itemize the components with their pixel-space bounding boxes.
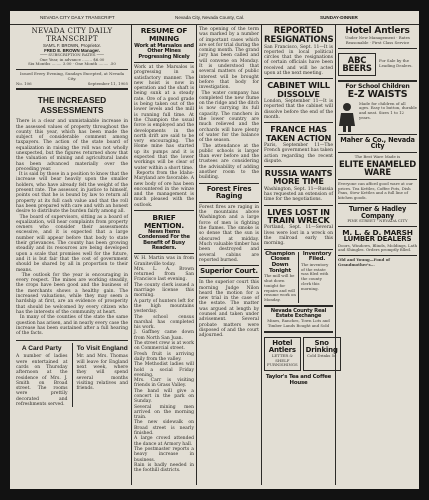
manager: FRED E. BROWN Manager. xyxy=(44,48,100,53)
masthead: NEVADA CITY DAILY TRANSCRIPT xyxy=(31,27,113,43)
ad-marsh: M. L. & D. MARSH xyxy=(342,227,413,237)
ad-ez-waists: E-Z WAISTS xyxy=(347,89,408,101)
column-4: REPORTED RESIGNATIONS San Francisco, Sept. 11—It is reported in local political circles that the resignations of certain officials have been received and will be acted upon at the next meeting. CABINET WILL DISSOLVE London, September 11—It is reported that the cabinet will dissolve before the end of the month. FRANCE HAS TAKEN ACTION Paris, September 11—The French government has taken action regarding the recent dispute. RUSSIA WANTS MORE TIME Washington, Sept. 11—Russia has requested an extension of time for the negotiations. LIVES LOST IN TRAIN WRECK Portland, Sept. 11—Several lives were lost in a wreck on the railroad early this morning. Champion Closes Down Tonight The mill will be shut down tonight for repairs and will resume work on Monday. Inventory Filed. The inventory of the estate was filed with the county clerk this morning. Nevada County Real Estate Exchange Mines, Ranches, Town Lots and Timber Lands Bought and Sold Hotel Antlers LETTER & SHELF FURNISHINGS Sno Drinking Cold Drinks 5c Taylor's Tea and Coffee House xyxy=(264,27,333,485)
headline-lives-lost-in-train-wreck: LIVES LOST IN TRAIN WRECK xyxy=(267,206,330,226)
ad-taylors-tea: Taylor's Tea and Coffee House xyxy=(265,374,332,386)
issued-line: Issued Every Evening, Sundays Excepted, at Nevada City. xyxy=(19,71,125,81)
strip-right: SUNDAY-DINNER xyxy=(320,15,358,20)
deck-brief-mention: News Items Condensed For the Benefit of Busy Readers. xyxy=(138,229,190,251)
deck-mining: Work at Marsalos and Other Mines Progressing Nicely xyxy=(134,43,194,60)
real-estate-exchange: Nevada County Real Estate Exchange xyxy=(270,307,327,319)
subscription-rates: ─── SUBSCRIPTION RATES ─── One Year, in advance ........ $6.00 Six Months ........ 3.00 · One Month ........ .50 xyxy=(28,52,116,67)
newspaper-page xyxy=(10,11,419,489)
ad-maher-co: Maher & Co., Nevada City xyxy=(340,135,415,151)
ad-hotel-antlers-small: Hotel Antlers xyxy=(268,338,296,354)
ad-abc-beers: ABC BEERS xyxy=(342,54,372,74)
column-3: The opening of the term was marked by a number of important cases which are set for trial during the coming month. The grand jury has been called and will convene on Monday. It is understood that several matters of public interest will be brought before that body for investigation. The water company has completed the new flume on the ridge and the ditch is now carrying its full capacity. The ranchers in the lower country are much relieved and the orchards will have plenty of water for the balance of the season. The attendance at the public schools is larger than ever before and the trustees are considering the advisability of adding another room to the building. Forest Fires Raging Forest fires are raging in the mountains above Washington and a large force of men is fighting the flames. The smoke is so dense that the sun is obscured at midday. Much valuable timber has been destroyed and several cabins are reported burned. Superior Court. In the superior court this morning Judge Nilon heard the motion for a new trial in the case of the estate. The matter was argued at length by counsel and taken under advisement. Several probate matters were disposed of and the court adjourned. xyxy=(199,27,259,339)
headline-reported-resignations: REPORTED RESIGNATIONS xyxy=(264,26,334,45)
feature-card-party: A Card Party xyxy=(21,345,62,353)
feature-visit-england: To Visit England xyxy=(76,345,128,353)
headline-resume-of-mining: RESUME OF MINING xyxy=(140,26,188,43)
column-2: RESUME OF MINING Work at Marsalos and Other Mines Progressing Nicely Work at the Marsalos is progressing in a satisfactory manner. The new hoist is now in operation and the shaft is being sunk at a steady rate. Ore of a good grade is being taken out of the lower levels and the mill is running full time. At the Champion the usual force is employed and the developments in the north drift are said to be very encouraging. The Home mine has started up its pumps and it is expected that the lower workings will be clear of water within a short time. Reports from the Idaho-Maryland are favorable. A new body of ore has been encountered in the winze and the management is much pleased with the outlook. BRIEF MENTION. News Items Condensed For the Benefit of Busy Readers. W. H. Martin was in from Graniteville today. Mrs. L. A. Brown returned from San Francisco last evening. The county clerk issued a marriage license this morning. A party of hunters left for the high mountains yesterday. The school census marshal has completed his work. J. Gaffney came down from North San Juan. The street crew is at work on Commercial street. Fresh fruit is arriving daily from the valley. The Methodist ladies will hold a social Friday evening. Mrs. Carr is visiting friends in Grass Valley. The band will give a concert in the park on Sunday. Several mining men arrived on the morning train. The new sidewalk on Broad street is nearly finished. A large crowd attended the dance at Armory hall. The postmaster reports a heavy increase in business. Rain is badly needed in the foothill districts. xyxy=(134,26,194,474)
ad-hotel-antlers: Hotel Antlers xyxy=(345,26,410,36)
strip-left: NEVADA CITY DAILY TRANSCRIPT xyxy=(40,15,115,20)
ad-elite-enameled-ware: ELITE ENAMELED WARE xyxy=(339,158,416,178)
editorial-body: There is a clear and unmistakable increase in the assessed values of property throughout the county this year, which has been made the subject of considerable comment among taxpayers. The action of the state board of equalization in raising the roll was not wholly unexpected, but the figures returned show that the valuation of mining and agricultural lands has been advanced materially over the preceding year. It is said by those in a position to know that the increase will bear heavily upon the smaller holders, who have already felt the weight of the present rate. The assessor, in justice to himself, points out that he is bound by law to return all property at its full cash value and that the roll has been prepared with care and with an honest desire to distribute the burden fairly among all. The board of supervisors, sitting as a board of equalization, will hear complaints from property owners who consider their assessments excessive, and it is expected that a large number will appear before that body to state their grievances. The county has been growing steadily and its resources are being developed upon a scale that promises well for the future, and it is but fair that the cost of government should be shared by all in proportion to their means. The outlook for the year is encouraging in every respect. The mines are working steadily, the crops have been good and the business of the merchants shows a healthy gain. The increased valuations, while they may seem a hardship at first, are an evidence of prosperity that should be welcomed by every citizen who has the interests of the community at heart. In many of the counties of the state the same question has arisen, and in nearly every case the increase has been sustained after a full hearing of the facts. xyxy=(16,119,128,337)
dateline: No. 106 September 11, 1905 xyxy=(16,80,128,86)
ad-for-school-children: For School Children xyxy=(345,82,410,90)
headline-increased-assessments: THE INCREASED ASSESSMENTS xyxy=(37,95,107,116)
box-champion-closes: Champion Closes Down Tonight xyxy=(265,250,295,274)
box-inventory-filed: Inventory Filed. xyxy=(302,250,332,263)
strip-mid: Nevada City, Nevada County, Cal. xyxy=(175,15,245,20)
headline-cabinet-will-dissolve: CABINET WILL DISSOLVE xyxy=(267,80,330,99)
column-5: Hotel Antlers Under New Management · Rates Reasonable · First Class Service ABC BEERS For Sale by the Leading Dealers. For School Children E-Z WAISTS Made for children of all ages. Easy to button, durable and neat. Sizes 1 to 12 years. Maher & Co., Nevada City The Best Ware Made is ELITE ENAMELED WARE Everyone can afford good ware at our prices. Tea Kettles, Coffee Pots, Dish Pans, Stew Kettles and a full line of kitchen goods. Turner & Hadley Company PINE STREET · NEVADA CITY M. L. & D. MARSH LUMBER DEALERS Doors, Windows, Blinds, Moldings, Lath and Shingles. Orders promptly filled. Old and Young—Fond of Grandmother's... xyxy=(338,26,418,267)
headline-superior-court: Superior Court. xyxy=(200,267,258,276)
headline-forest-fires: Forest Fires Raging xyxy=(206,184,252,200)
child-figure-icon xyxy=(338,102,356,132)
headline-france-has-taken-action: FRANCE HAS TAKEN ACTION xyxy=(265,124,332,143)
headline-russia-wants-more-time: RUSSIA WANTS MORE TIME xyxy=(264,168,333,187)
ad-turner-hadley: Turner & Hadley Company xyxy=(348,204,407,220)
ad-footer: Old and Young—Fond of Grandmother's... xyxy=(338,257,390,267)
publisher: SAM'L F. BROWN, Proprietor. xyxy=(42,43,101,48)
column-1: NEVADA CITY DAILY TRANSCRIPT SAM'L F. BROWN, Proprietor. FRED E. BROWN Manager. ─── SUBSCRIPTION RATES ─── One Year, in advance ........ $6.00 Six Months ........ 3.00 · One Month ........ .50 Issued Every Evening, Sundays Excepted, at Nevada City. No. 106 September 11, 1905 THE INCREASED ASSESSMENTS There is a clear and unmistakable increase in the assessed values of property throughout the county this year, which has been made the subject of considerable comment among taxpayers. The action of the state board of equalization in raising the roll was not wholly unexpected, but the figures returned show that the valuation of mining and agricultural lands has been advanced materially over the preceding year. It is said by those in a position to know that the increase will bear heavily upon the smaller holders, who have already felt the weight of the present rate. The assessor, in justice to himself, points out that he is bound by law to return all property at its full cash value and that the roll has been prepared with care and with an honest desire to distribute the burden fairly among all. The board of supervisors, sitting as a board of equalization, will hear complaints from property owners who consider their assessments excessive, and it is expected that a large number will appear before that body to state their grievances. The county has been growing steadily and its resources are being developed upon a scale that promises well for the future, and it is but fair that the cost of government should be shared by all in proportion to their means. The outlook for the year is encouraging in every respect. The mines are working steadily, the crops have been good and the business of the merchants shows a healthy gain. The increased valuations, while they may seem a hardship at first, are an evidence of prosperity that should be welcomed by every citizen who has the interests of the community at heart. In many of the counties of the state the same question has arisen, and in nearly every case the increase has been sustained after a full hearing of the facts. A Card Party A number of ladies were entertained at cards on Thursday afternoon at the residence of Mrs. J. Smith on Broad street. The rooms were prettily decorated and refreshments served. To Visit England Mr. and Mrs. Thomas will leave for England next week, where they will spend several months visiting relatives and friends. xyxy=(16,27,128,408)
ad-sno-drinking: Sno Drinking xyxy=(305,338,338,354)
ad-lumber-dealers: LUMBER DEALERS xyxy=(343,235,412,244)
headline-brief-mention: BRIEF MENTION. xyxy=(143,213,185,230)
